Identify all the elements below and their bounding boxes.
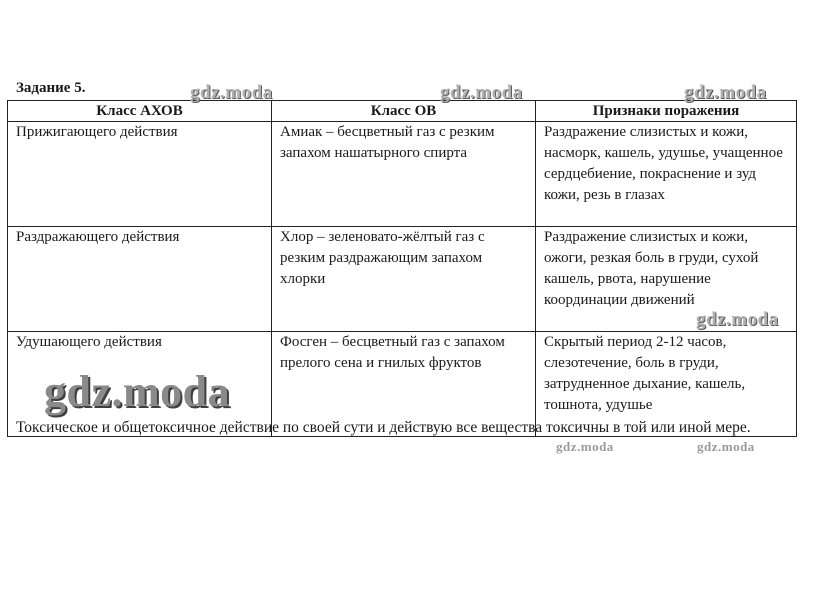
cell-ahov-class: Удушающего действия — [8, 332, 272, 437]
cell-ov-class: Хлор – зеленовато-жёлтый газ с резким раздражающим запахом хлорки — [272, 227, 536, 332]
watermark: gdz.moda — [696, 309, 779, 330]
watermark: gdz.moda — [440, 82, 523, 103]
watermark: gdz.moda — [44, 367, 231, 416]
watermark: gdz.moda — [697, 439, 755, 454]
task-title: Задание 5. — [16, 80, 86, 96]
table-header-row — [8, 101, 797, 122]
cell-ahov-class: Прижигающего действия — [8, 122, 272, 227]
cell-ov-class: Фосген – бесцветный газ с запахом прелого сена и гнилых фруктов — [272, 332, 536, 437]
watermark: gdz.moda — [190, 82, 273, 103]
cell-damage-signs: Скрытый период 2-12 часов, слезотечение, боль в груди, затрудненное дыхание, кашель, тошнота, удушье — [536, 332, 797, 437]
header-ahov-class: Класс АХОВ — [8, 101, 272, 122]
table-row — [8, 227, 797, 332]
header-ov-class: Класс ОВ — [272, 101, 536, 122]
conclusion-note: Токсическое и общетоксичное действие по своей сути и действую все вещества токсичны в той или иной мере. — [16, 419, 751, 436]
cell-ov-class: Амиак – бесцветный газ с резким запахом нашатырного спирта — [272, 122, 536, 227]
cell-damage-signs: Раздражение слизистых и кожи, насморк, кашель, удушье, учащенное сердцебиение, покраснение и зуд кожи, резь в глазах — [536, 122, 797, 227]
watermark: gdz.moda — [684, 82, 767, 103]
cell-ahov-class: Раздражающего действия — [8, 227, 272, 332]
table-row — [8, 122, 797, 227]
cell-damage-signs: Раздражение слизистых и кожи, ожоги, резкая боль в груди, сухой кашель, рвота, нарушение координации движений — [536, 227, 797, 332]
header-damage-signs: Признаки поражения — [536, 101, 797, 122]
watermark: gdz.moda — [556, 439, 614, 454]
